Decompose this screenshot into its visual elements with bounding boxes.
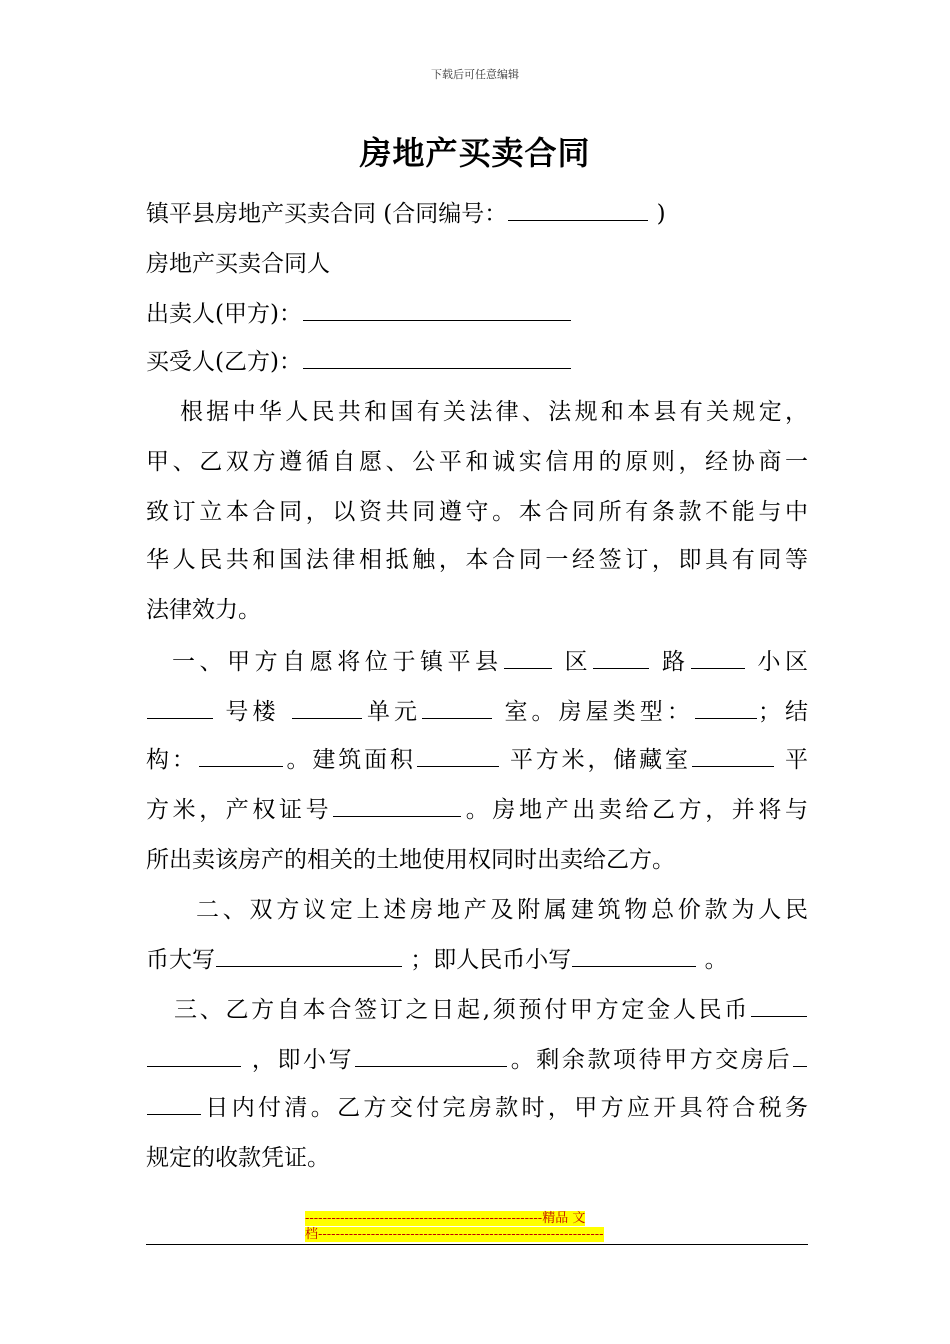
contract-number-line: 镇平县房地产买卖合同 (合同编号： ) bbox=[146, 190, 808, 238]
footer-line-2: 档----------------------------------------------------------------- bbox=[305, 1227, 604, 1242]
footer-line-1: ------------------------------------------------------精品 文 bbox=[305, 1211, 586, 1226]
preamble-line: 甲、乙双方遵循自愿、公平和诚实信用的原则，经协商一 bbox=[146, 449, 808, 475]
clause-1-line: 号楼 单元 室。房屋类型： ；结 bbox=[146, 688, 808, 736]
parties-heading: 房地产买卖合同人 bbox=[146, 251, 330, 277]
seller-line bbox=[146, 290, 808, 338]
clause-3-line: 日内付清。乙方交付完房款时，甲方应开具符合税务 bbox=[146, 1084, 808, 1132]
clause-2-line: 二、双方议定上述房地产及附属建筑物总价款为人民 bbox=[196, 897, 808, 923]
clause-3-line: 三、乙方自本合签订之日起,须预付甲方定金人民币 bbox=[174, 986, 808, 1034]
building-blank[interactable] bbox=[147, 694, 213, 719]
days-blank[interactable] bbox=[793, 1042, 807, 1067]
community-blank[interactable] bbox=[691, 644, 745, 669]
deposit-lowercase-blank[interactable] bbox=[355, 1042, 507, 1067]
deposit-blank-cont[interactable] bbox=[147, 1042, 241, 1067]
clause-1-line: 方米，产权证号 。房地产出卖给乙方，并将与 bbox=[146, 786, 808, 834]
certificate-blank[interactable] bbox=[333, 792, 461, 817]
clause-1-line: 所出卖该房产的相关的土地使用权同时出卖给乙方。 bbox=[146, 847, 675, 873]
clause-2-line: 币大写 ；即人民币小写 。 bbox=[146, 936, 808, 984]
buyer-blank[interactable] bbox=[303, 344, 571, 369]
document-title: 房地产买卖合同 bbox=[359, 134, 591, 172]
price-lowercase-blank[interactable] bbox=[572, 942, 696, 967]
seller-label: 出卖人(甲方)： bbox=[146, 301, 302, 327]
buyer-line bbox=[146, 338, 808, 386]
room-blank[interactable] bbox=[422, 694, 492, 719]
unit-blank[interactable] bbox=[292, 694, 362, 719]
clause-3-line: ，即小写 。剩余款项待甲方交房后 bbox=[146, 1036, 808, 1084]
preamble-line: 华人民共和国法律相抵触，本合同一经签订，即具有同等 bbox=[146, 547, 808, 573]
road-blank[interactable] bbox=[593, 644, 649, 669]
contract-number-label: 镇平县房地产买卖合同 (合同编号： bbox=[146, 201, 508, 227]
footer-watermark bbox=[305, 1211, 645, 1243]
storage-blank[interactable] bbox=[692, 742, 774, 767]
preamble-line: 致订立本合同，以资共同遵守。本合同所有条款不能与中 bbox=[146, 499, 808, 525]
page-header: 下载后可任意编辑 bbox=[431, 68, 519, 81]
preamble-line: 法律效力。 bbox=[146, 597, 261, 623]
clause-1-line: 构： 。建筑面积 平方米，储藏室 平 bbox=[146, 736, 808, 784]
footer-rule bbox=[146, 1244, 808, 1245]
clause-3-line: 规定的收款凭证。 bbox=[146, 1145, 330, 1171]
area-blank[interactable] bbox=[417, 742, 499, 767]
clause-1-line: 一、甲方自愿将位于镇平县 区 路 小区 bbox=[172, 638, 808, 686]
days-blank-cont[interactable] bbox=[147, 1090, 201, 1115]
contract-number-blank[interactable] bbox=[508, 196, 648, 221]
structure-blank[interactable] bbox=[199, 742, 283, 767]
house-type-blank[interactable] bbox=[695, 694, 757, 719]
buyer-label: 买受人(乙方)： bbox=[146, 349, 302, 375]
district-blank[interactable] bbox=[504, 644, 552, 669]
preamble-line: 根据中华人民共和国有关法律、法规和本县有关规定， bbox=[180, 399, 808, 425]
price-uppercase-blank[interactable] bbox=[216, 942, 402, 967]
seller-blank[interactable] bbox=[303, 296, 571, 321]
deposit-blank[interactable] bbox=[751, 992, 807, 1017]
